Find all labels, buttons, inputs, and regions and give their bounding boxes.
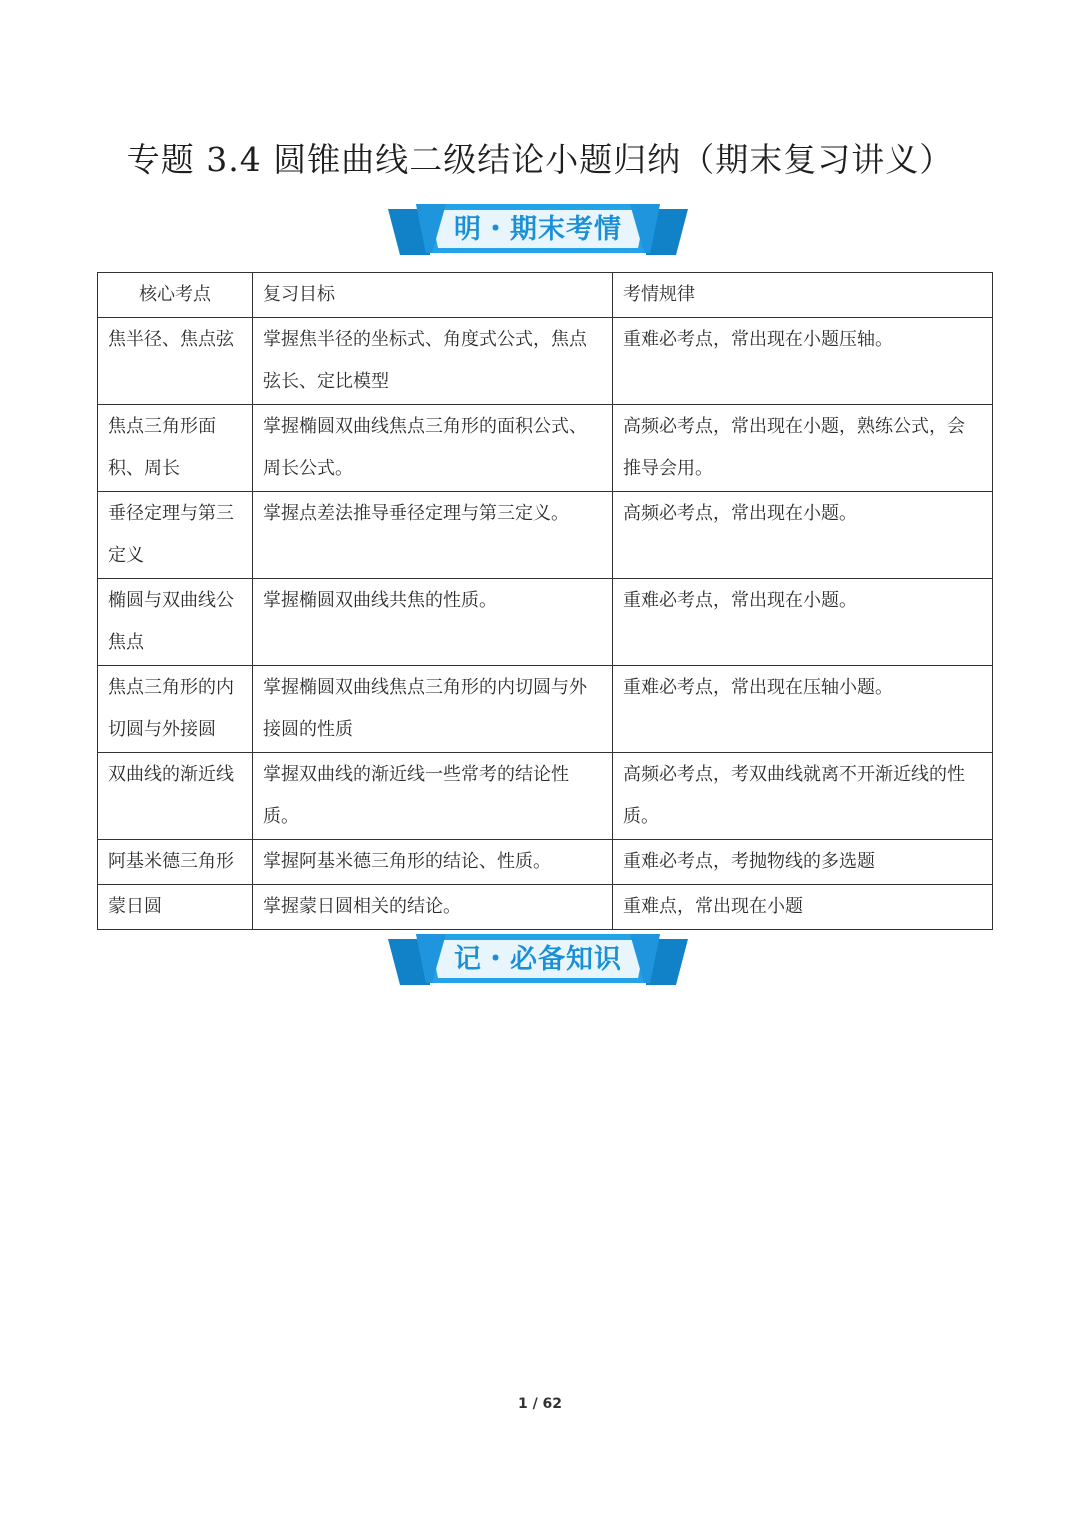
cell-core-topic: 焦半径、焦点弦	[98, 318, 253, 405]
cell-review-goal: 掌握阿基米德三角形的结论、性质。	[253, 840, 613, 885]
cell-core-topic: 阿基米德三角形	[98, 840, 253, 885]
cell-review-goal: 掌握焦半径的坐标式、角度式公式，焦点弦长、定比模型	[253, 318, 613, 405]
cell-core-topic: 焦点三角形的内切圆与外接圆	[98, 666, 253, 753]
page-number: 1 / 62	[517, 1396, 563, 1412]
cell-review-goal: 掌握蒙日圆相关的结论。	[253, 885, 613, 930]
cell-exam-pattern: 重难必考点，常出现在压轴小题。	[613, 666, 993, 753]
cell-exam-pattern: 高频必考点，考双曲线就离不开渐近线的性质。	[613, 753, 993, 840]
cell-review-goal: 掌握椭圆双曲线焦点三角形的内切圆与外接圆的性质	[253, 666, 613, 753]
header-core-topic: 核心考点	[98, 273, 253, 318]
table-row	[98, 405, 993, 492]
table-row	[98, 840, 993, 885]
section-banner-key-knowledge	[386, 931, 690, 989]
cell-review-goal: 掌握椭圆双曲线共焦的性质。	[253, 579, 613, 666]
banner-label: 明・期末考情	[454, 214, 622, 245]
table-row	[98, 753, 993, 840]
cell-exam-pattern: 重难必考点，考抛物线的多选题	[613, 840, 993, 885]
header-review-goal: 复习目标	[253, 273, 613, 318]
exam-info-table	[97, 272, 993, 930]
cell-core-topic: 焦点三角形面积、周长	[98, 405, 253, 492]
header-exam-pattern: 考情规律	[613, 273, 993, 318]
page-title: 专题 3.4 圆锥曲线二级结论小题归纳（期末复习讲义）	[126, 140, 954, 179]
cell-exam-pattern: 重难必考点，常出现在小题压轴。	[613, 318, 993, 405]
table-row	[98, 666, 993, 753]
cell-core-topic: 垂径定理与第三定义	[98, 492, 253, 579]
table-row	[98, 492, 993, 579]
cell-review-goal: 掌握椭圆双曲线焦点三角形的面积公式、周长公式。	[253, 405, 613, 492]
table-row	[98, 885, 993, 930]
table-header-row	[98, 273, 993, 318]
cell-core-topic: 双曲线的渐近线	[98, 753, 253, 840]
section-banner-exam-info	[386, 201, 690, 259]
cell-exam-pattern: 高频必考点，常出现在小题。	[613, 492, 993, 579]
table-row	[98, 579, 993, 666]
cell-core-topic: 椭圆与双曲线公焦点	[98, 579, 253, 666]
cell-core-topic: 蒙日圆	[98, 885, 253, 930]
cell-review-goal: 掌握双曲线的渐近线一些常考的结论性质。	[253, 753, 613, 840]
cell-exam-pattern: 高频必考点，常出现在小题，熟练公式，会推导会用。	[613, 405, 993, 492]
banner-label: 记・必备知识	[454, 944, 622, 975]
cell-review-goal: 掌握点差法推导垂径定理与第三定义。	[253, 492, 613, 579]
cell-exam-pattern: 重难点，常出现在小题	[613, 885, 993, 930]
table-row	[98, 318, 993, 405]
cell-exam-pattern: 重难必考点，常出现在小题。	[613, 579, 993, 666]
